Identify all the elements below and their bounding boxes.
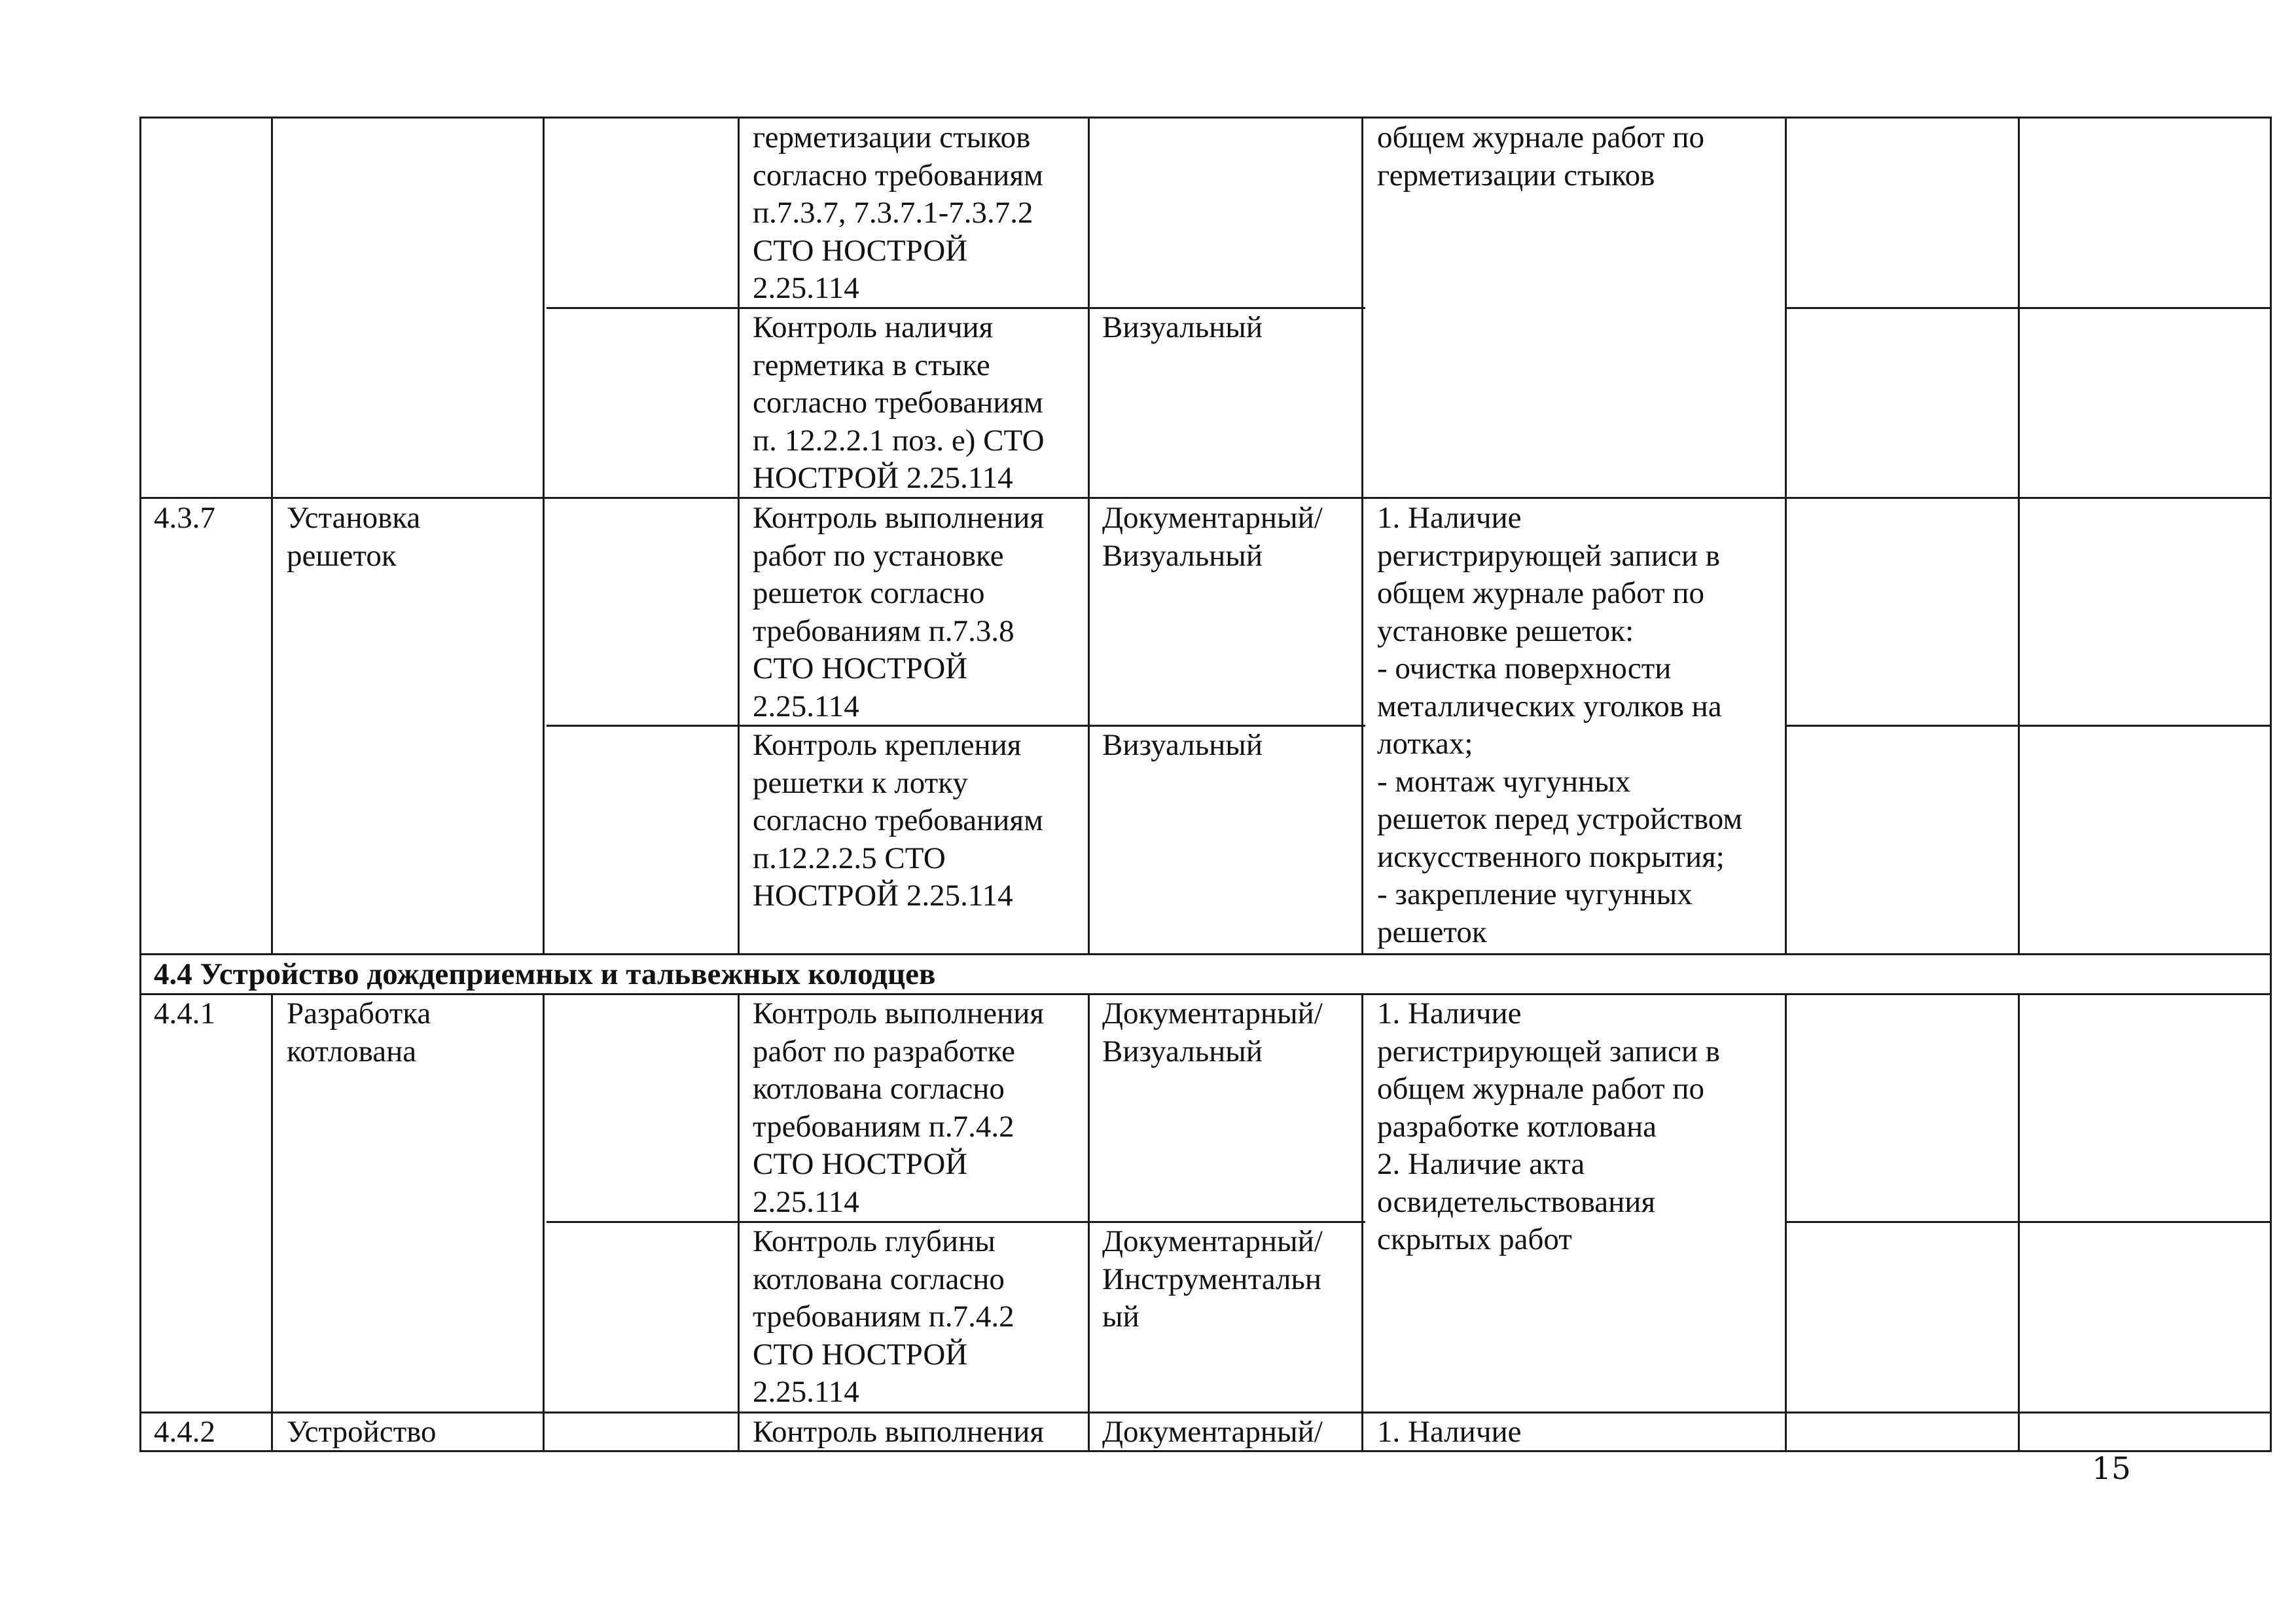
control-documentation: 1. Наличие регистрирующей записи в общем журнале работ по разработке котлована 2. Наличие акта освидетельствования скрытых работ: [1377, 996, 1720, 1256]
row-divider: [1787, 1221, 2272, 1223]
item-number: 4.4.2: [154, 1415, 215, 1449]
control-method: Документарный/ Инструментальн ый: [1102, 1224, 1323, 1334]
control-description: Контроль выполнения: [753, 1415, 1044, 1449]
control-method: Визуальный: [1102, 728, 1263, 762]
column-divider: [738, 993, 740, 1452]
control-method: Документарный/: [1102, 1415, 1323, 1449]
control-documentation: общем журнале работ по герметизации стыков: [1377, 120, 1705, 192]
control-description: герметизации стыков согласно требованиям п.7.3.7, 7.3.7.1-7.3.7.2 СТО НОСТРОЙ 2.25.114: [753, 120, 1043, 305]
item-name: Устройство: [287, 1415, 437, 1449]
page-number: 15: [2092, 1451, 2131, 1487]
column-divider: [2018, 117, 2020, 955]
column-divider: [1088, 117, 1090, 955]
item-name: Установка решеток: [287, 501, 421, 573]
control-documentation: 1. Наличие: [1377, 1415, 1522, 1449]
item-number: 4.3.7: [154, 501, 215, 535]
table-border-right: [2270, 117, 2272, 1452]
column-divider: [271, 117, 273, 955]
table-border-top: [139, 117, 2272, 119]
item-number: 4.4.1: [154, 996, 215, 1030]
control-table: [139, 117, 2272, 1452]
column-divider: [271, 993, 273, 1452]
row-divider: [1787, 307, 2272, 309]
column-divider: [1088, 993, 1090, 1452]
column-divider: [2018, 993, 2020, 1452]
control-method: Документарный/ Визуальный: [1102, 996, 1323, 1068]
row-divider: [139, 497, 2272, 499]
column-divider: [543, 117, 545, 955]
control-description: Контроль крепления решетки к лотку согласно требованиям п.12.2.2.5 СТО НОСТРОЙ 2.25.114: [753, 728, 1043, 913]
control-method: Визуальный: [1102, 310, 1263, 344]
item-name: Разработка котлована: [287, 996, 431, 1068]
column-divider: [1785, 117, 1787, 955]
column-divider: [543, 993, 545, 1452]
control-description: Контроль выполнения работ по установке решеток согласно требованиям п.7.3.8 СТО НОСТРОЙ 2.25.114: [753, 501, 1044, 723]
control-method: Документарный/ Визуальный: [1102, 501, 1323, 573]
section-title: 4.4 Устройство дождеприемных и тальвежных колодцев: [154, 957, 936, 991]
row-divider: [1787, 725, 2272, 727]
column-divider: [738, 117, 740, 955]
column-divider: [1361, 993, 1363, 1452]
row-divider: [139, 953, 2272, 955]
control-description: Контроль выполнения работ по разработке котлована согласно требованиям п.7.4.2 СТО НОСТРОЙ 2.25.114: [753, 996, 1044, 1219]
control-description: Контроль наличия герметика в стыке согласно требованиям п. 12.2.2.1 поз. е) СТО НОСТРОЙ 2.25.114: [753, 310, 1045, 495]
table-border-left: [139, 117, 141, 1452]
control-documentation: 1. Наличие регистрирующей записи в общем журнале работ по установке решеток: - очистка поверхности металлических уголков на лотках; - монтаж чугунных решеток перед устройством искусственного покрытия; - закрепление чугунных решеток: [1377, 501, 1743, 949]
column-divider: [1361, 117, 1363, 955]
control-description: Контроль глубины котлована согласно требованиям п.7.4.2 СТО НОСТРОЙ 2.25.114: [753, 1224, 1014, 1409]
column-divider: [1785, 993, 1787, 1452]
